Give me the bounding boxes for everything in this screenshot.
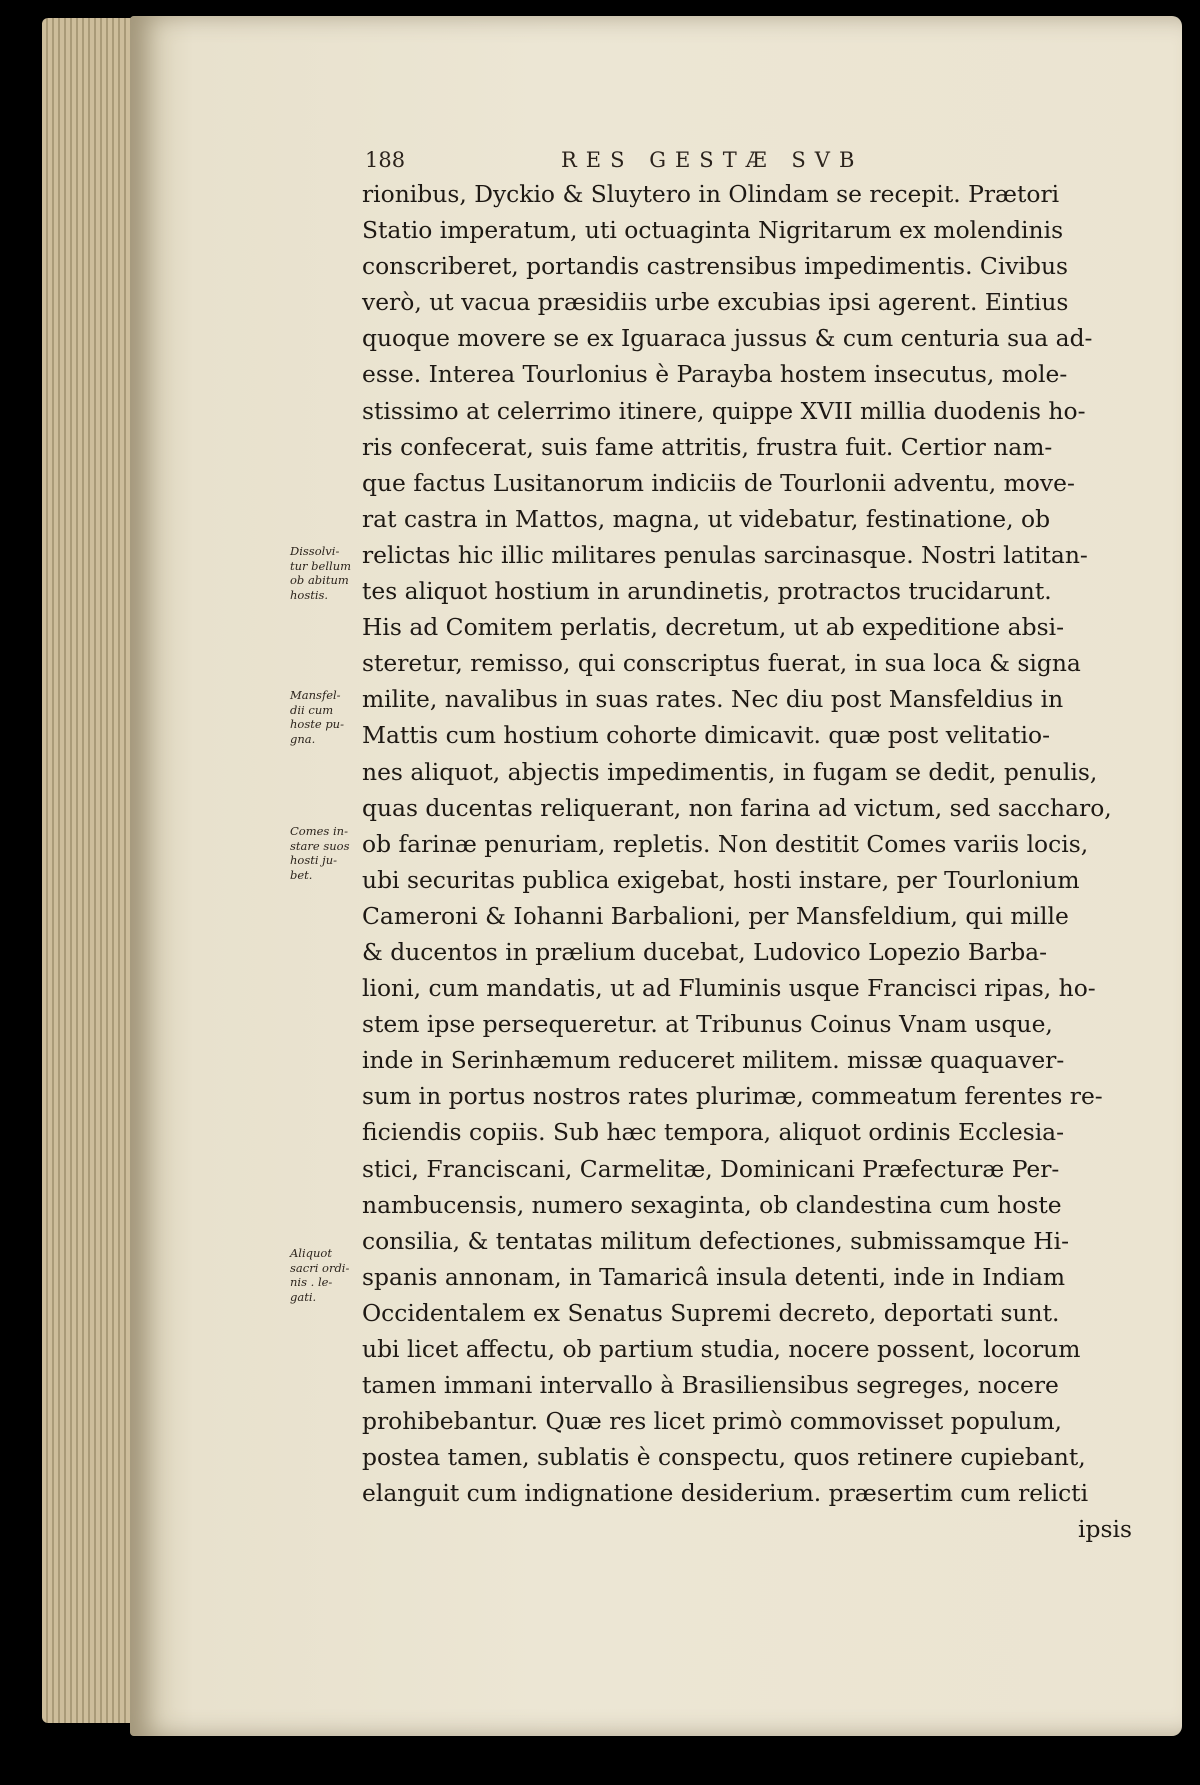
text-line: stissimo at celerrimo itinere, quippe XVII millia duodenis ho- — [362, 396, 1086, 425]
text-line: Statio imperatum, uti octuaginta Nigritarum ex molendinis — [362, 216, 1064, 245]
text-line: relictas hic illic militares penulas sarcinasque. Nostri latitan- — [362, 540, 1088, 569]
text-line: elanguit cum indignatione desiderium. præsertim cum relicti — [362, 1479, 1089, 1508]
margin-note-aliquot: Aliquot sacri ordi- nis . le- gati. — [290, 1246, 350, 1304]
text-line: ubi securitas publica exigebat, hosti instare, per Tourlonium — [362, 865, 1080, 894]
body-text — [362, 176, 1132, 1548]
text-line: ob farinæ penuriam, repletis. Non destitit Comes variis locis, — [362, 829, 1089, 858]
text-line: nambucensis, numero sexaginta, ob clandestina cum hoste — [362, 1190, 1062, 1219]
text-line: prohibebantur. Quæ res licet primò commovisset populum, — [362, 1407, 1062, 1436]
text-line: rionibus, Dyckio & Sluytero in Olindam se recepit. Prætori — [362, 180, 1060, 208]
text-line: tes aliquot hostium in arundinetis, protractos trucidarunt. — [362, 577, 1052, 606]
margin-note-dissolvitur: Dissolvi- tur bellum ob abitum hostis. — [290, 544, 352, 602]
text-line: postea tamen, sublatis è conspectu, quos retinere cupiebant, — [362, 1443, 1086, 1472]
text-line: sum in portus nostros rates plurimæ, commeatum ferentes re- — [362, 1082, 1103, 1111]
text-line: steretur, remisso, qui conscriptus fuerat, in sua loca & signa — [362, 649, 1081, 678]
text-line: stici, Franciscani, Carmelitæ, Dominicani Præfecturæ Per- — [362, 1154, 1060, 1183]
text-line: conscriberet, portandis castrensibus impedimentis. Civibus — [362, 252, 1069, 281]
margin-note-mansfeldii: Mansfel- dii cum hoste pu- gna. — [290, 688, 344, 746]
text-line: quas ducentas reliquerant, non farina ad victum, sed sacchar​o, — [362, 793, 1112, 822]
text-line: verò, ut vacua præsidiis urbe excubias ipsi agerent. Eintius — [362, 288, 1069, 317]
text-line: nes aliquot, abjectis impedimentis, in fugam se dedit, penulis, — [362, 757, 1098, 786]
text-line: Cameroni & Iohanni Barbalioni, per Mansfeldium, qui mille — [362, 901, 1069, 930]
text-line: spanis annonam, in Tamaricâ insula detenti, inde in Indiam — [362, 1262, 1066, 1291]
text-line: lioni, cum mandatis, ut ad Fluminis usque Francisci ripas, ho- — [362, 974, 1096, 1003]
text-line: que factus Lusitanorum indiciis de Tourlonii adventu, move- — [362, 468, 1075, 497]
text-line: ficiendis copiis. Sub hæc tempora, aliquot ordinis Ecclesia- — [362, 1118, 1065, 1147]
text-line: stem ipse persequeretur. at Tribunus Coinus Vnam usque, — [362, 1010, 1053, 1039]
catchword: ipsis — [1078, 1515, 1132, 1544]
text-line: tamen immani intervallo à Brasiliensibus segreges, nocere — [362, 1371, 1059, 1400]
margin-note-comes: Comes in- stare suos hosti ju- bet. — [290, 824, 350, 882]
text-line: milite, navalibus in suas rates. Nec diu post Mansfeldius in — [362, 685, 1064, 714]
text-line: rat castra in Mattos, magna, ut videbatur, festinatione, ob — [362, 504, 1051, 533]
text-line: quoque movere se ex Iguaraca jussus & cum centuria sua ad- — [362, 324, 1093, 353]
text-line: Occidentalem ex Senatus Supremi decreto, deportati sunt. — [362, 1298, 1060, 1327]
running-title: RES GESTÆ SVB — [561, 148, 864, 172]
text-line: His ad Comitem perlatis, decretum, ut ab expeditione absi- — [362, 613, 1064, 642]
text-line: Mattis cum hostium cohorte dimicavit. quæ post velitatio- — [362, 721, 1051, 750]
text-line: esse. Interea Tourlonius è Parayba hostem insecutus, mole- — [362, 360, 1068, 389]
page-number: 188 — [365, 148, 406, 172]
text-line: inde in Serinhæmum reduceret militem. missæ quaquaver- — [362, 1046, 1065, 1075]
text-line: consilia, & tentatas militum defectiones, submissamque Hi- — [362, 1226, 1069, 1255]
text-line: & ducentos in prælium ducebat, Ludovico Lopezio Barba- — [362, 937, 1048, 966]
text-line: ubi licet affectu, ob partium studia, nocere possent, locorum — [362, 1335, 1081, 1363]
text-line: ris confecerat, suis fame attritis, frustra fuit. Certior nam- — [362, 432, 1053, 461]
